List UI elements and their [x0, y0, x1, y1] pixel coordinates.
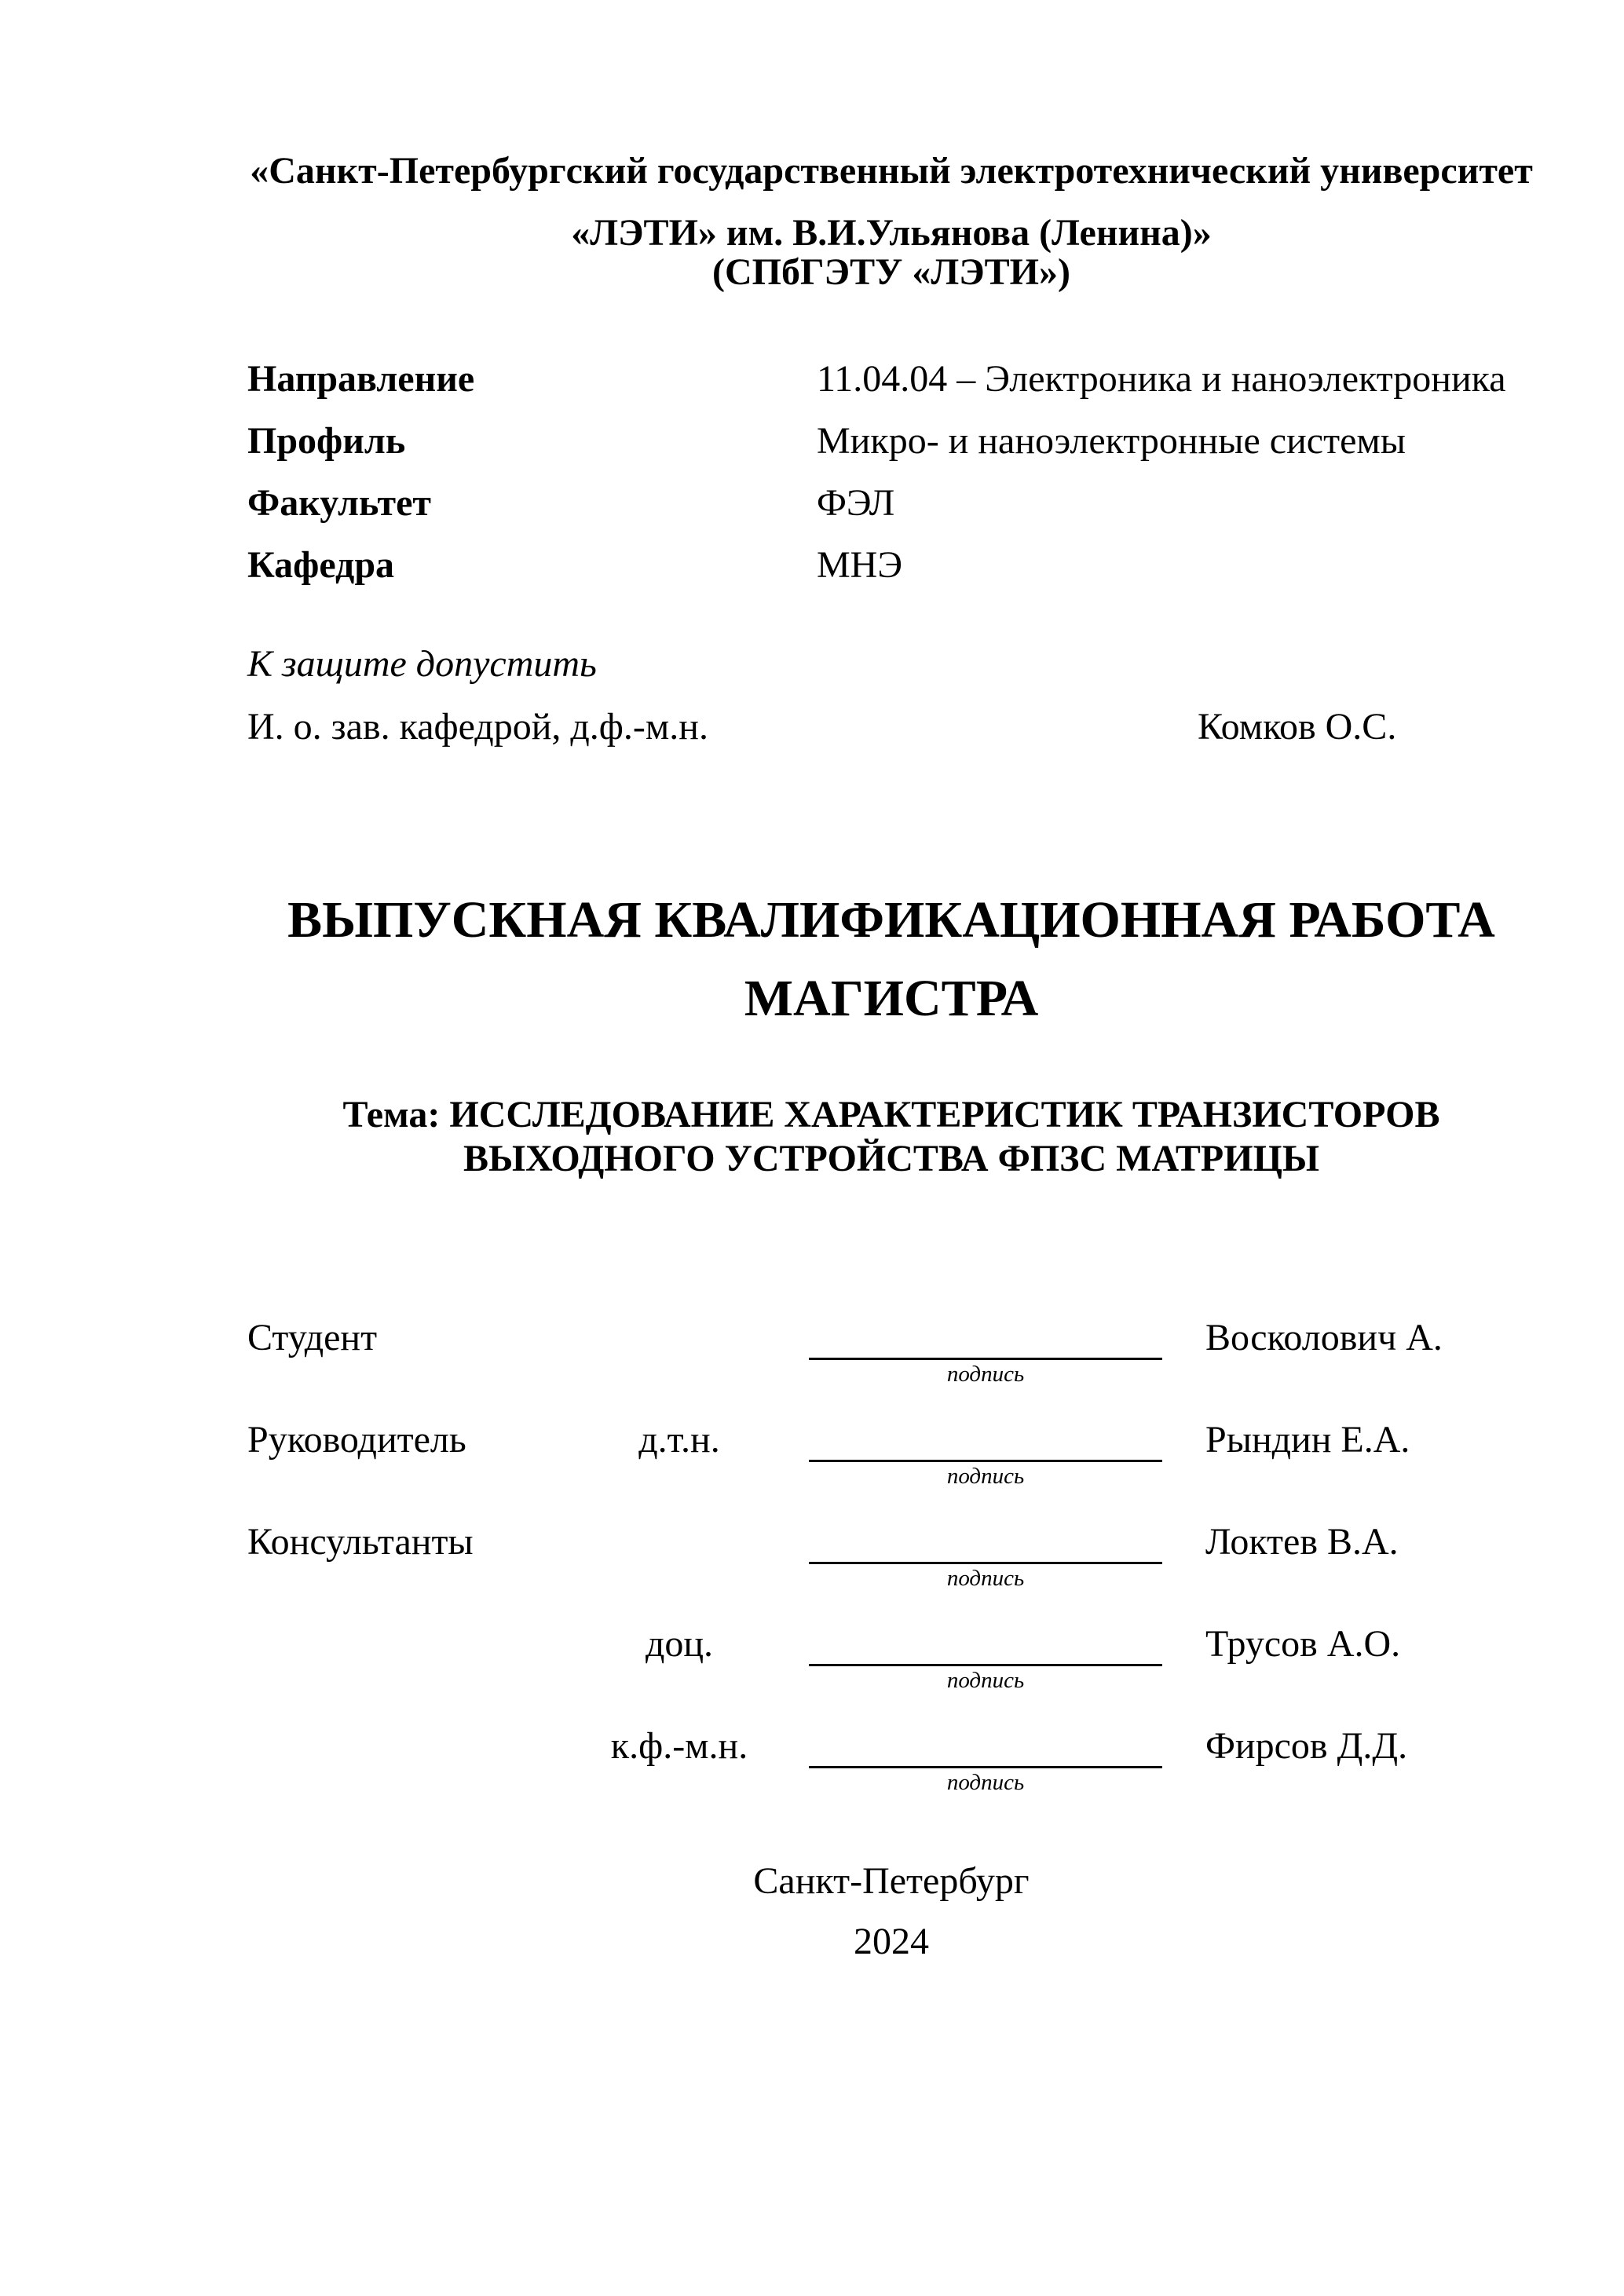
- signature-degree: [550, 1316, 809, 1387]
- university-abbreviation: (СПбГЭТУ «ЛЭТИ»): [712, 251, 1070, 293]
- signature-degree: к.ф.-м.н.: [610, 1725, 748, 1767]
- approver-name: Комков О.С.: [1198, 706, 1397, 748]
- signature-role: Руководитель: [247, 1419, 466, 1461]
- footer-city: Санкт-Петербург: [753, 1860, 1030, 1902]
- signature-role: Консультанты: [247, 1521, 474, 1563]
- field-value: МНЭ: [817, 544, 903, 586]
- signature-row-consultant-1: [247, 1520, 1535, 1591]
- signature-line: [809, 1622, 1162, 1666]
- admission-block: [247, 642, 1535, 749]
- theme-title: [247, 1093, 1535, 1181]
- signature-caption: подпись: [946, 1668, 1025, 1693]
- signature-degree: доц.: [645, 1623, 714, 1665]
- field-value: ФЭЛ: [817, 482, 895, 524]
- signature-field: [809, 1418, 1162, 1489]
- signature-line: [809, 1418, 1162, 1462]
- signature-field: [809, 1316, 1162, 1387]
- university-header: [247, 149, 1535, 292]
- signature-field: [809, 1724, 1162, 1795]
- program-fields: [247, 357, 1535, 587]
- signature-name: Локтев В.А.: [1205, 1521, 1399, 1563]
- approval-row: [247, 705, 1535, 749]
- signature-line: [809, 1520, 1162, 1564]
- field-row-department: [247, 543, 1535, 587]
- signature-name: Трусов А.О.: [1205, 1623, 1401, 1665]
- signature-block: [247, 1316, 1535, 1795]
- field-row-faculty: [247, 481, 1535, 525]
- signature-row-consultant-2: [247, 1622, 1535, 1693]
- field-label: Факультет: [247, 482, 431, 524]
- signature-line: [809, 1316, 1162, 1360]
- approver-role: И. о. зав. кафедрой, д.ф.-м.н.: [247, 706, 708, 748]
- signature-name: Рындин Е.А.: [1205, 1419, 1410, 1461]
- field-value: Микро- и наноэлектронные системы: [817, 420, 1406, 462]
- field-row-profile: [247, 419, 1535, 463]
- signature-row-supervisor: [247, 1418, 1535, 1489]
- signature-caption: подпись: [946, 1566, 1025, 1591]
- signature-caption: подпись: [946, 1770, 1025, 1795]
- signature-row-consultant-3: [247, 1724, 1535, 1795]
- field-label: Направление: [247, 358, 475, 400]
- work-title: [247, 890, 1535, 1029]
- field-label: Кафедра: [247, 544, 395, 586]
- signature-field: [809, 1622, 1162, 1693]
- university-name-line-2: «ЛЭТИ» им. В.И.Ульянова (Ленина)»: [571, 212, 1212, 254]
- signature-degree: [550, 1520, 809, 1591]
- signature-caption: подпись: [946, 1362, 1025, 1387]
- signature-row-student: [247, 1316, 1535, 1387]
- signature-name: Фирсов Д.Д.: [1205, 1725, 1408, 1767]
- theme-line-2: ВЫХОДНОГО УСТРОЙСТВА ФПЗС МАТРИЦЫ: [463, 1138, 1320, 1179]
- signature-role: [247, 1622, 550, 1693]
- signature-degree: д.т.н.: [638, 1419, 720, 1461]
- signature-caption: подпись: [946, 1464, 1025, 1489]
- signature-field: [809, 1520, 1162, 1591]
- work-title-line-1: ВЫПУСКНАЯ КВАЛИФИКАЦИОННАЯ РАБОТА: [287, 891, 1495, 949]
- signature-name: Восколович А.: [1205, 1317, 1443, 1358]
- field-value: 11.04.04 – Электроника и наноэлектроника: [817, 358, 1506, 400]
- signature-line: [809, 1724, 1162, 1768]
- field-row-direction: [247, 357, 1535, 401]
- footer: [247, 1859, 1535, 1964]
- university-name-line-1: «Санкт-Петербургский государственный электротехнический университет: [250, 150, 1533, 192]
- admission-note: К защите допустить: [247, 643, 597, 685]
- signature-role: [247, 1724, 550, 1795]
- work-title-line-2: МАГИСТРА: [744, 970, 1039, 1027]
- theme-line-1: Тема: ИССЛЕДОВАНИЕ ХАРАКТЕРИСТИК ТРАНЗИСТОРОВ: [342, 1094, 1440, 1135]
- signature-role: Студент: [247, 1317, 378, 1358]
- field-label: Профиль: [247, 420, 406, 462]
- footer-year: 2024: [854, 1921, 929, 1962]
